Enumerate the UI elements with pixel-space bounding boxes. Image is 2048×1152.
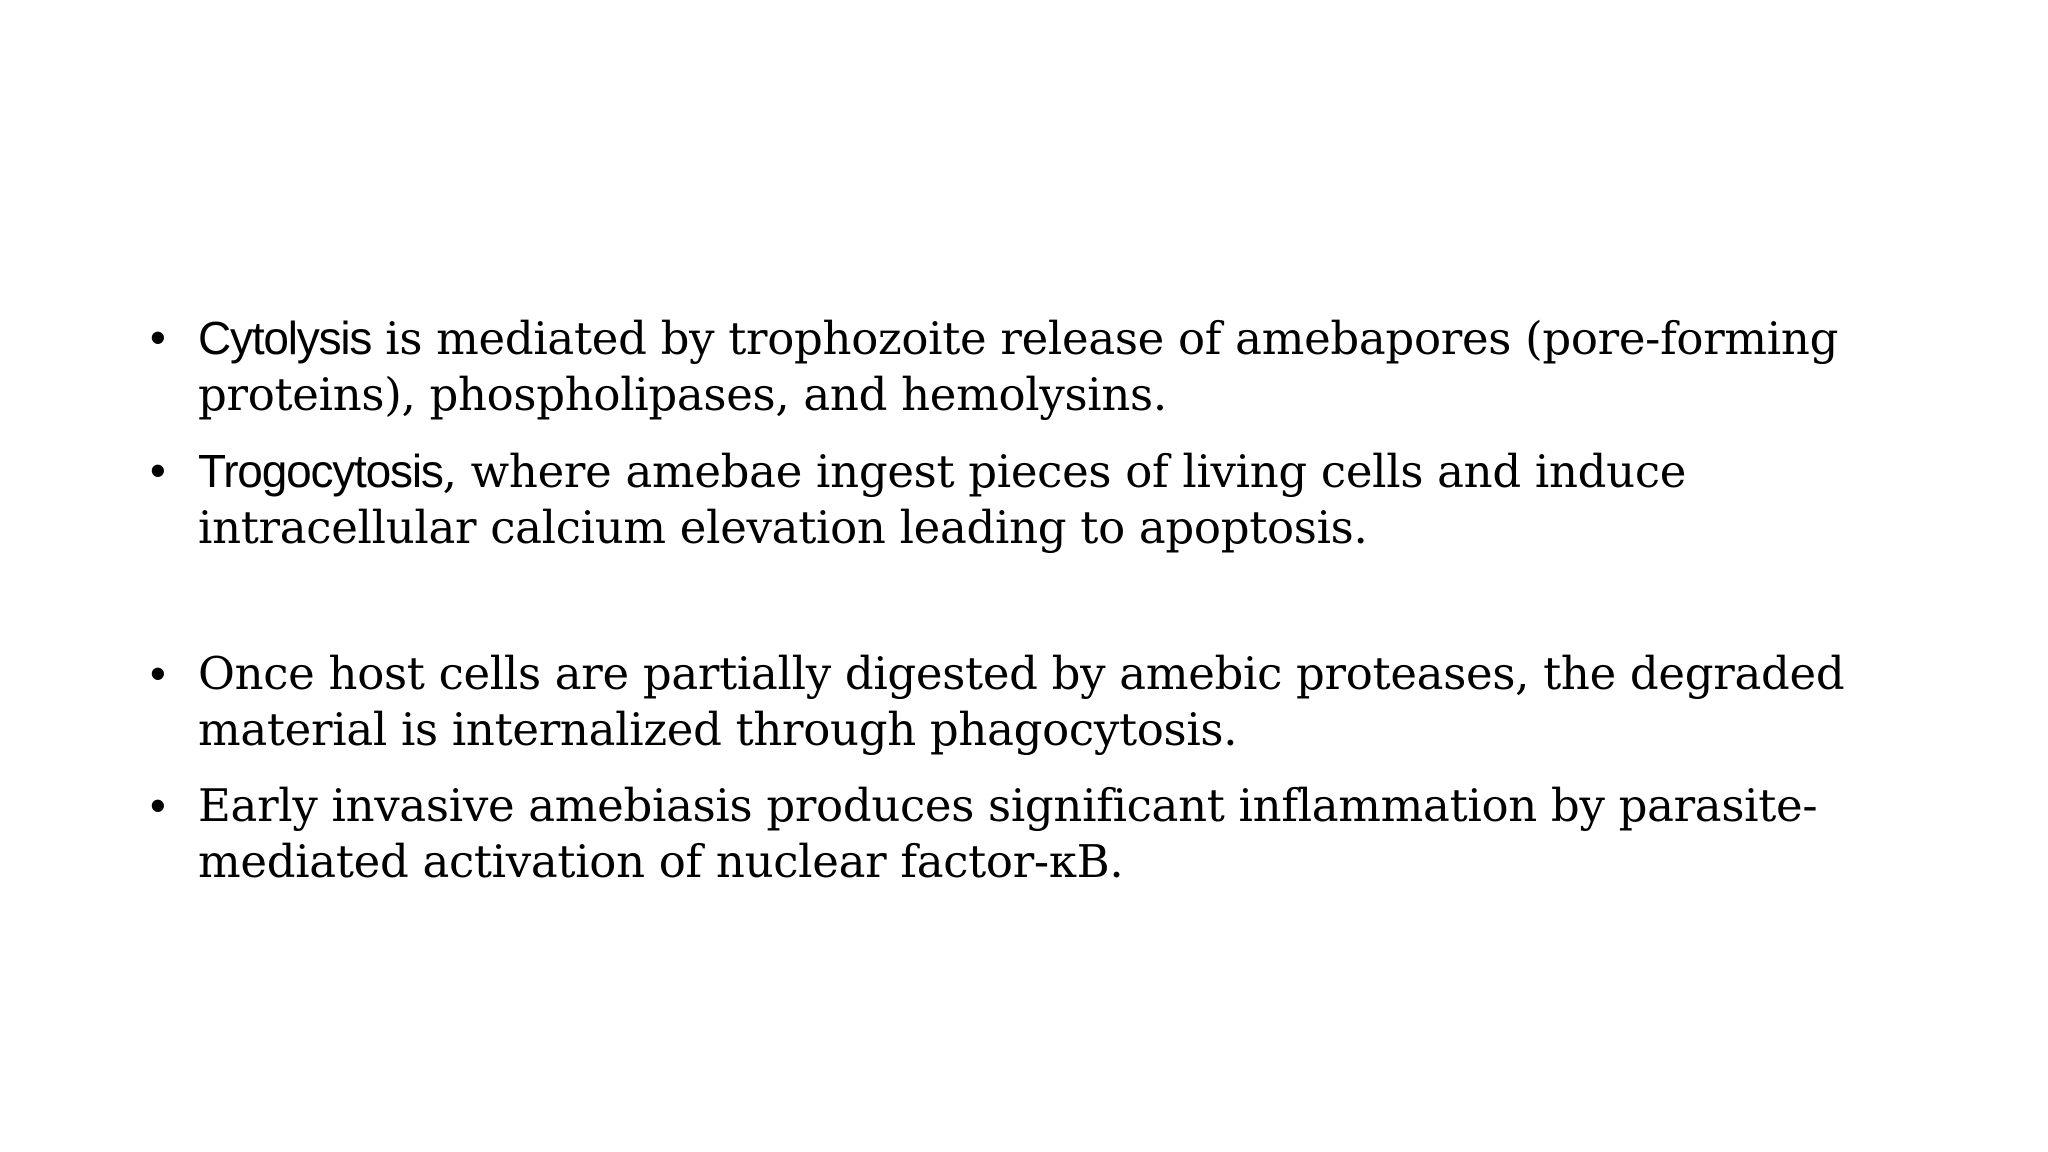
bullet-dot-icon: • [150, 648, 166, 699]
bullet-list-mechanisms [150, 310, 1870, 556]
bullet-dot-icon: • [150, 312, 166, 363]
bullet-dot-icon: • [150, 780, 166, 831]
bullet-inflammation [150, 778, 1870, 890]
bullet-text: Early invasive amebiasis produces significant inflammation by parasite-mediated activation of nuclear factor-κB. [198, 779, 1818, 888]
bullet-dot-icon: • [150, 445, 166, 496]
bullet-text: is mediated by trophozoite release of amebapores (pore-forming proteins), phospholipases, and hemolysins. [198, 312, 1839, 421]
bullet-term: Trogocytosis [198, 445, 443, 497]
spacer [150, 576, 1870, 646]
bullet-term: Cytolysis [198, 312, 372, 364]
bullet-text: , where amebae ingest pieces of living cells and induce intracellular calcium elevation leading to apoptosis. [198, 445, 1687, 554]
bullet-cytolysis [150, 310, 1870, 423]
slide-body [150, 310, 1870, 910]
bullet-trogocytosis [150, 443, 1870, 556]
bullet-text: Once host cells are partially digested by amebic proteases, the degraded material is internalized through phagocytosis. [198, 647, 1845, 756]
bullet-list-processes [150, 646, 1870, 890]
bullet-phagocytosis [150, 646, 1870, 758]
